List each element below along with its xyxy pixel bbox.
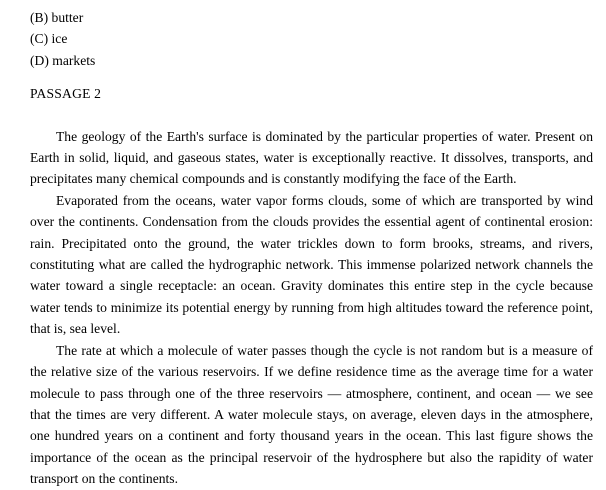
- option-text: ice: [51, 31, 68, 47]
- answer-option-c: [30, 28, 593, 49]
- answer-option-d: [30, 50, 593, 71]
- answer-option-b: [30, 7, 593, 28]
- passage-paragraph-1: The geology of the Earth's surface is dominated by the particular properties of water. Present on Earth in solid, liquid, and gaseous states, water is exceptionally reactive. It dissolves, transports, and precipitates many chemical compounds and is constantly modifying the face of the Earth.: [30, 128, 593, 187]
- option-letter: (B): [30, 10, 49, 25]
- passage-heading: PASSAGE 2: [30, 86, 102, 102]
- option-letter: (C): [30, 31, 49, 47]
- option-text: butter: [51, 10, 84, 25]
- answer-options: [30, 7, 593, 71]
- option-letter: (D): [30, 52, 49, 68]
- passage-paragraph-2: Evaporated from the oceans, water vapor forms clouds, some of which are transported by wind over the continents. Condensation from the clouds provides the essential agent of continental erosion: rain. Precipitated onto the ground, the water trickles down to form brooks, streams, and rivers, constituting what are called the hydrographic network. This immense polarized network channels the water toward a single receptacle: an ocean. Gravity dominates this entire step in the cycle because water tends to minimize its potential energy by running from high altitudes toward the reference point, that is, sea level.: [30, 192, 593, 337]
- passage-paragraph-3: The rate at which a molecule of water passes though the cycle is not random but is a measure of the relative size of the various reservoirs. If we define residence time as the average time for a water molecule to pass through one of the three reservoirs — atmosphere, continent, and ocean — we see that the times are very different. A water molecule stays, on average, eleven days in the atmosphere, one hundred years on a continent and forty thousand years in the ocean. This last figure shows the importance of the ocean as the principal reservoir of the hydrosphere but also the rapidity of water transport on the continents.: [30, 342, 593, 487]
- option-text: markets: [52, 52, 96, 68]
